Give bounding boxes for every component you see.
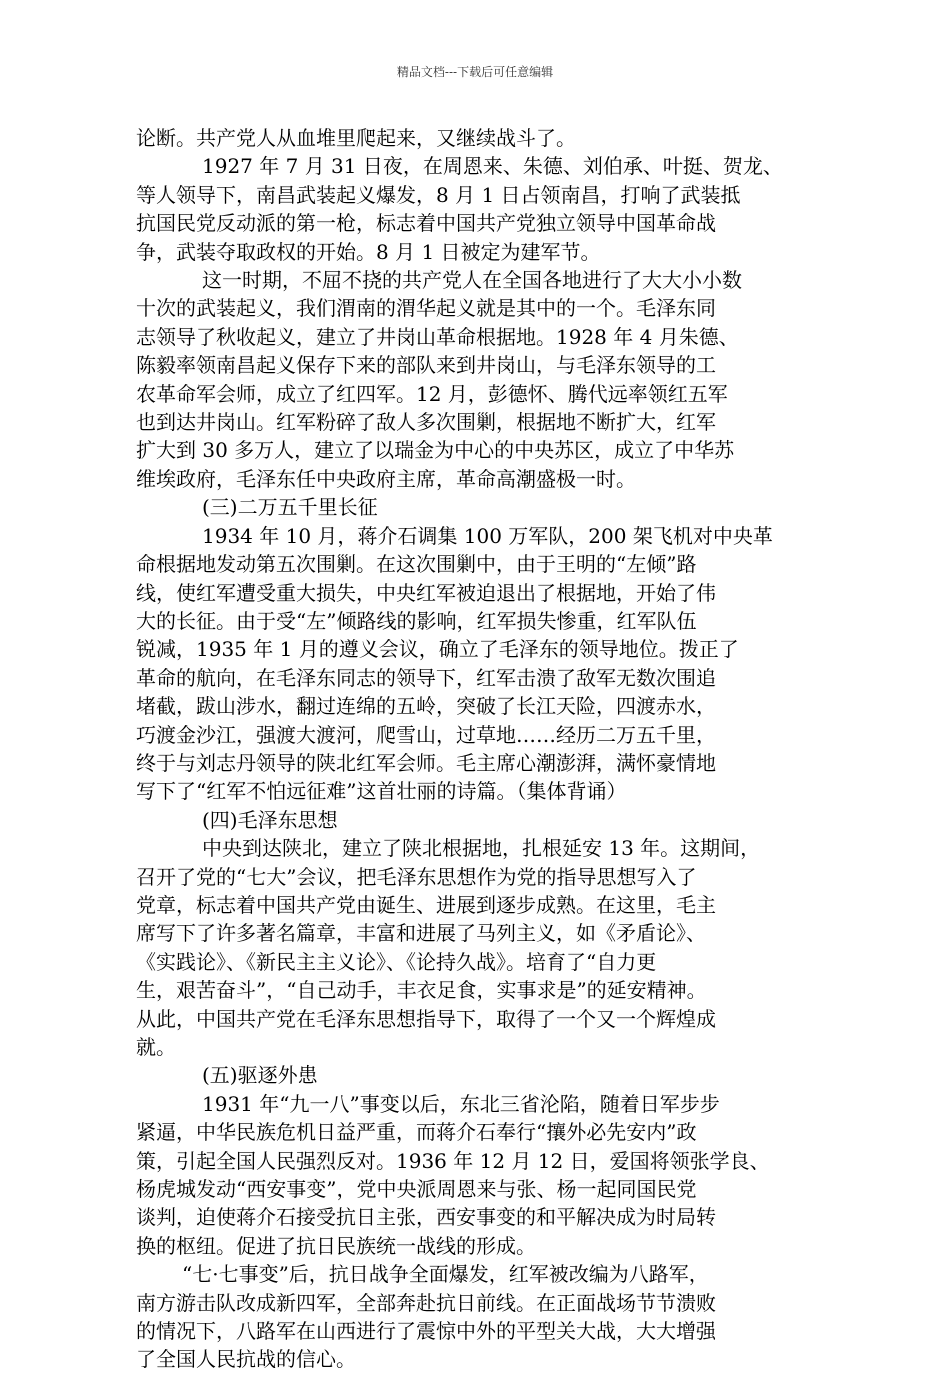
text-line: (四)毛泽东思想: [202, 807, 338, 832]
paragraph: [136, 834, 826, 1061]
text-line: (三)二万五千里长征: [202, 495, 378, 520]
text-line: 《实践论》、《新民主主义论》、《论持久战》。培育了“自力更: [136, 949, 657, 974]
text-line: 十次的武装起义，我们渭南的渭华起义就是其中的一个。毛泽东同: [136, 296, 716, 321]
text-line: 农革命军会师，成立了红四军。12 月，彭德怀、腾代远率领红五军: [136, 381, 728, 406]
text-line: 志领导了秋收起义，建立了井岗山革命根据地。1928 年 4 月朱德、: [136, 324, 739, 349]
text-line: 这一时期，不屈不挠的共产党人在全国各地进行了大大小小数: [202, 268, 742, 293]
section-heading: [136, 493, 826, 521]
text-line: 换的枢纽。促进了抗日民族统一战线的形成。: [136, 1233, 536, 1258]
text-line: 谈判，迫使蒋介石接受抗日主张，西安事变的和平解决成为时局转: [136, 1205, 716, 1230]
text-line: 策，引起全国人民强烈反对。1936 年 12 月 12 日，爱国将领张学良、: [136, 1148, 770, 1173]
text-line: 锐减，1935 年 1 月的遵义会议，确立了毛泽东的领导地位。拨正了: [136, 637, 739, 662]
section-heading: [136, 806, 826, 834]
text-line: 等人领导下，南昌武装起义爆发，8 月 1 日占领南昌，打响了武装抵: [136, 182, 741, 207]
paragraph: [136, 152, 826, 266]
text-line: 了全国人民抗战的信心。: [136, 1347, 356, 1372]
text-line: “七·七事变”后，抗日战争全面爆发，红军被改编为八路军，: [182, 1262, 709, 1287]
text-line: 就。: [136, 1035, 176, 1059]
paragraph: [136, 522, 826, 806]
text-line: 生，艰苦奋斗”，“自己动手，丰衣足食，实事求是”的延安精神。: [136, 978, 707, 1003]
paragraph: [136, 1260, 826, 1374]
page-header: 精品文档---下载后可任意编辑: [396, 65, 554, 79]
text-line: 革命的航向，在毛泽东同志的领导下，红军击溃了敌军无数次围追: [136, 665, 716, 690]
text-line: 陈毅率领南昌起义保存下来的部队来到井岗山，与毛泽东领导的工: [136, 353, 716, 378]
text-line: 维埃政府，毛泽东任中央政府主席，革命高潮盛极一时。: [136, 466, 636, 491]
text-line: 也到达井岗山。红军粉碎了敌人多次围剿，根据地不断扩大，红军: [136, 410, 716, 435]
text-line: 线，使红军遭受重大损失，中央红军被迫退出了根据地，开始了伟: [136, 580, 716, 605]
document-body: [136, 124, 826, 1374]
text-line: 终于与刘志丹领导的陕北红军会师。毛主席心潮澎湃，满怀豪情地: [136, 750, 716, 775]
text-line: 堵截，跋山涉水，翻过连绵的五岭，突破了长江天险，四渡赤水，: [136, 694, 716, 719]
text-line: 抗国民党反动派的第一枪，标志着中国共产党独立领导中国革命战: [136, 211, 716, 236]
text-line: 大的长征。由于受“左”倾路线的影响，红军损失惨重，红军队伍: [136, 608, 697, 633]
text-line: 紧逼，中华民族危机日益严重，而蒋介石奉行“攘外必先安内”政: [136, 1120, 697, 1145]
text-line: 1927 年 7 月 31 日夜，在周恩来、朱德、刘伯承、叶挺、贺龙、: [202, 154, 783, 179]
text-line: 1931 年“九一八”事变以后，东北三省沦陷，随着日军步步: [202, 1091, 720, 1116]
text-line: 巧渡金沙江，强渡大渡河，爬雪山，过草地……经历二万五千里，: [136, 722, 716, 747]
section-heading: [136, 1061, 826, 1089]
text-line: 中央到达陕北，建立了陕北根据地，扎根延安 13 年。这期间，: [202, 836, 761, 861]
text-line: 扩大到 30 多万人，建立了以瑞金为中心的中央苏区，成立了中华苏: [136, 438, 735, 463]
paragraph: [136, 124, 826, 152]
paragraph: [136, 1090, 826, 1260]
text-line: 争，武装夺取政权的开始。8 月 1 日被定为建军节。: [136, 239, 601, 264]
text-line: (五)驱逐外患: [202, 1063, 318, 1088]
text-line: 论断。共产党人从血堆里爬起来，又继续战斗了。: [136, 126, 576, 150]
text-line: 南方游击队改成新四军，全部奔赴抗日前线。在正面战场节节溃败: [136, 1290, 716, 1315]
text-line: 的情况下，八路军在山西进行了震惊中外的平型关大战，大大增强: [136, 1319, 716, 1344]
text-line: 从此，中国共产党在毛泽东思想指导下，取得了一个又一个辉煌成: [136, 1006, 716, 1031]
text-line: 杨虎城发动“西安事变”，党中央派周恩来与张、杨一起同国民党: [136, 1177, 697, 1202]
text-line: 命根据地发动第五次围剿。在这次围剿中，由于王明的“左倾”路: [136, 552, 697, 577]
text-line: 写下了“红军不怕远征难”这首壮丽的诗篇。（集体背诵）: [136, 779, 627, 804]
text-line: 召开了党的“七大”会议，把毛泽东思想作为党的指导思想写入了: [136, 864, 697, 889]
text-line: 席写下了许多著名篇章，丰富和进展了马列主义，如《矛盾论》、: [136, 921, 706, 946]
paragraph: [136, 266, 826, 493]
text-line: 1934 年 10 月，蒋介石调集 100 万军队，200 架飞机对中央革: [202, 523, 773, 548]
text-line: 党章，标志着中国共产党由诞生、进展到逐步成熟。在这里，毛主: [136, 892, 716, 917]
